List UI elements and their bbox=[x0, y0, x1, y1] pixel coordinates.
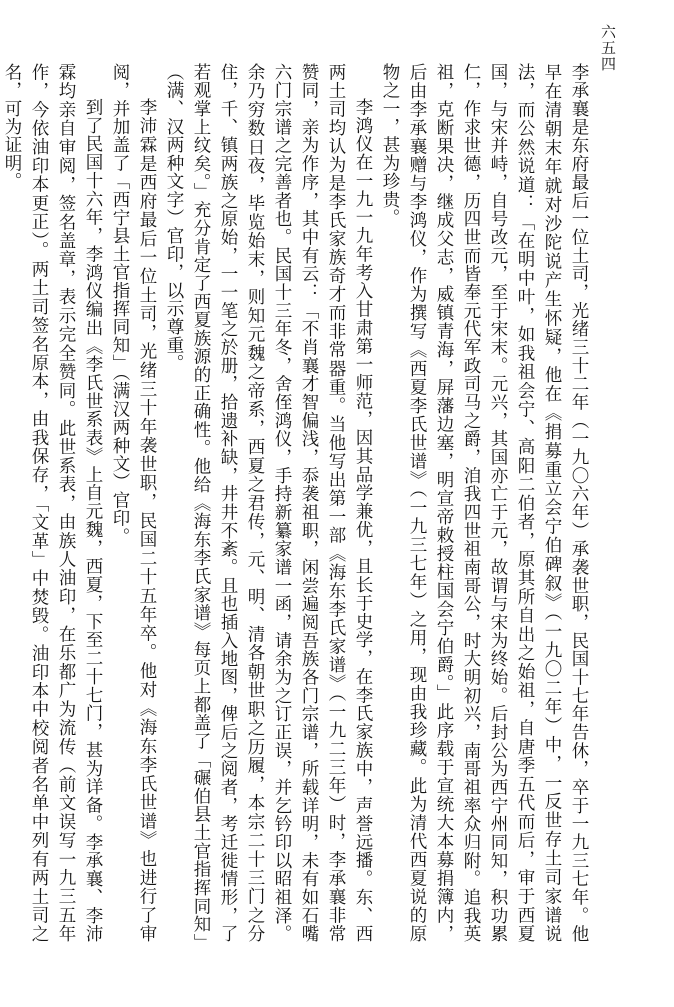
paragraph-1: 李承襄是东府最后一位土司，光绪三十二年（一九〇六年）承袭世职，民国十七年告休，卒于一九三七年。他早在清朝末年就对沙陀说产生怀疑，他在《捐募重立会宁伯碑叙》（一九〇二年）中，一反世存土司家谱说法，而公然说道：「在明中叶，如我祖会宁、高阳二伯者，原其所自出之始祖，自唐季五代而后，审于西夏国，与宋并峙，自号改元，至于宋末。元兴，其国亦亡于元，故谓与宋为终始。后封公为西宁州同知，积功累仁，作求世德，历四世而皆奉元代军政司马之爵，洎我四世祖南哥公，时大明初兴，南哥祖率众归附。追我英祖，克断果决，继成父志，威镇青海，屏藩边塞，明宣帝敕授柱国会宁伯爵。」此序载于宣统大本募捐簿内，后由李承襄赠与李鸿仪，作为撰写《西夏李氏世谱》（一九三七年）之用，现由我珍藏。此为清代西夏说的原物之一，甚为珍贵。 bbox=[380, 63, 589, 943]
page-number: 六五四 bbox=[599, 24, 617, 72]
vertical-text-body bbox=[2, 63, 592, 943]
paragraph-4: 到了民国十六年，李鸿仪编出《李氏世系表》上自元魏，西夏，下至二十七门，甚为详备。李承襄、李沛霖均亲自审阅，签名盖章，表示完全赞同。此世系表，由族人油印，在乐都广为流传（前文误写一九三五年作，今依油印本更正）。两土司签名原本，由我保存，「文革」中焚毁。油印本中校阅者名单中列有两土司之名，可为证明。 bbox=[2, 63, 103, 943]
paragraph-3: 李沛霖是西府最后一位土司，光绪三十年袭世职，民国二十五年卒。他对《海东李氏世谱》也进行了审阅，并加盖了「西宁县土官指挥同知」（满汉两种文）官印。 bbox=[110, 63, 157, 943]
paragraph-2: 李鸿仪在一九一九年考入甘肃第一师范，因其品学兼优，且长于史学，在李氏家族中，声誉远播。东、西两土司均认为是李氏家族奇才而非常器重。当他写出第一部《海东李氏家谱》（一九二三年）时，李承襄非常赞同，亲为作序，其中有云：「不肖襄才智偏浅，忝袭祖职，闲尝遍阅吾族各门宗谱，所载详明，未有如石嘴六门宗谱之完善者也。民国十三年冬，舍侄鸿仪，手持新纂家谱一函，请余为之订正误，并乞钤印以昭祖泽。余乃穷数日夜，毕览始末，则知元魏之帝系，西夏之君传，元、明、清各朝世职之历履，本宗二十三门之分住，千、镇两族之原始，一一笔之於册，拾遗补缺，井井不紊。且也插入地图，俾后之阅者，考迁徙情形，了若观掌上纹矣。」充分肯定了西夏族源的正确性。他给《海东李氏家谱》每页上都盖了「碾伯县土官指挥同知」（满、汉两种文字）官印，以示尊重。 bbox=[164, 63, 373, 943]
